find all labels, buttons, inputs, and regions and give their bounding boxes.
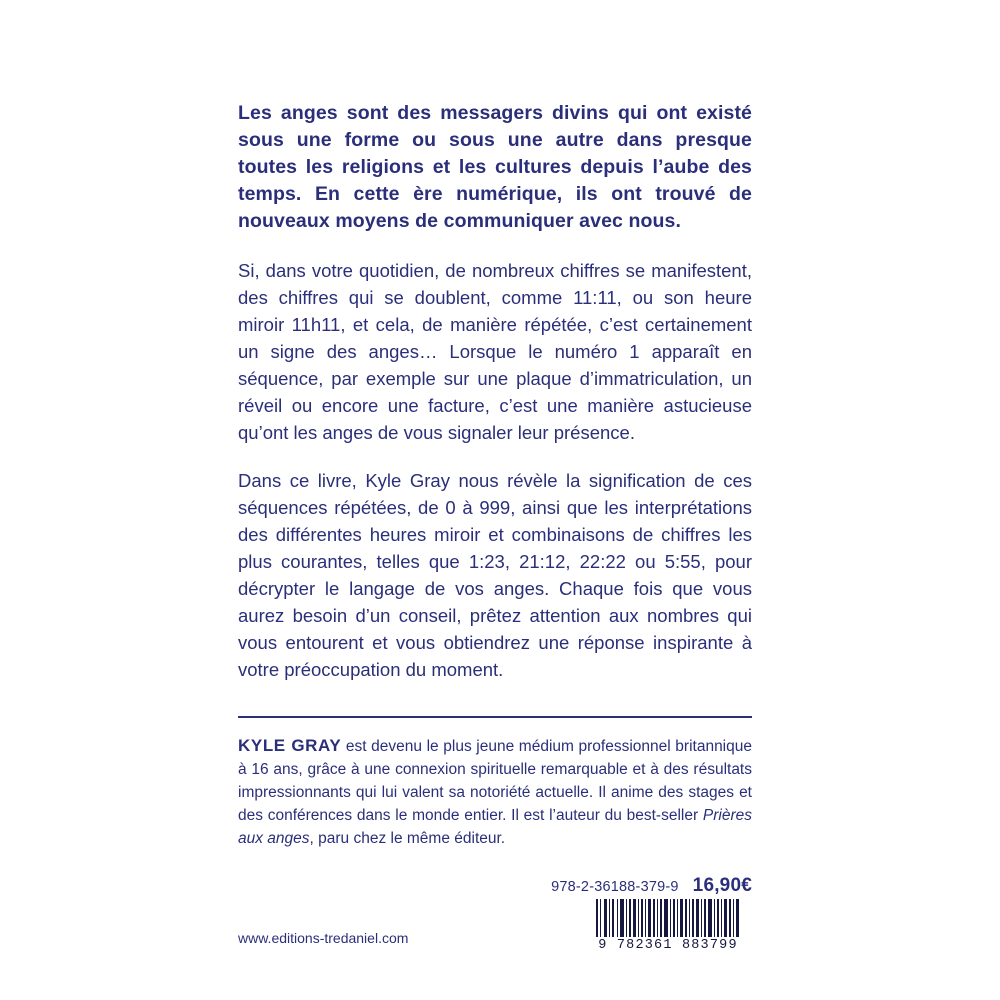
body-paragraph-2: Si, dans votre quotidien, de nombreux chiffres se manifestent, des chiffres qui se doublent, comme 11:11, ou son heure miroir 11h11, et cela, de manière répétée, c’est certainement un signe des anges… Lorsque le numéro 1 apparaît en séquence, par exemple sur une plaque d’immatriculation, un réveil ou encore une facture, c’est une manière astucieuse qu’ont les anges de vous signaler leur présence. <box>238 260 752 443</box>
lead-paragraph: Les anges sont des messagers divins qui ont existé sous une forme ou sous une autre dans presque toutes les religions et les cultures depuis l’aube des temps. En cette ère numérique, ils ont trouvé de nouveaux moyens de communiquer avec nous. <box>238 102 752 232</box>
cover-footer <box>238 875 752 955</box>
author-bio <box>238 734 752 850</box>
barcode <box>594 899 742 955</box>
publisher-website: www.editions-tredaniel.com <box>238 930 409 946</box>
referenced-book-title: Prières aux anges <box>238 807 752 847</box>
body-paragraph-3: Dans ce livre, Kyle Gray nous révèle la signification de ces séquences répétées, de 0 à 999, ainsi que les interprétations des différentes heures miroir et combinaisons de chiffres les plus courantes, telles que 1:23, 21:12, 22:22 ou 5:55, pour décrypter le langage de vos anges. Chaque fois que vous aurez besoin d’un conseil, prêtez attention aux nombres qui vous entourent et vous obtiendrez une réponse inspirante à votre préoccupation du moment. <box>238 470 752 680</box>
price-label: 16,90€ <box>692 875 752 896</box>
isbn-number: 978-2-36188-379-9 <box>551 879 679 895</box>
author-name: KYLE GRAY <box>238 736 342 755</box>
author-bio-text-1: est devenu le plus jeune médium professionnel britannique à 16 ans, grâce à une connexion spirituelle remarquable et à des résultats impressionnants qui lui valent sa notoriété actuelle. Il anime des stages et des conférences dans le monde entier. Il est l’auteur du best-seller <box>238 738 752 824</box>
barcode-bars-icon <box>594 899 742 937</box>
isbn-price-line <box>551 875 752 897</box>
cover-text-block <box>238 100 752 850</box>
author-bio-text-2: , paru chez le même éditeur. <box>309 830 506 847</box>
section-divider <box>238 716 752 718</box>
barcode-digits: 9 782361 883799 <box>598 938 738 953</box>
